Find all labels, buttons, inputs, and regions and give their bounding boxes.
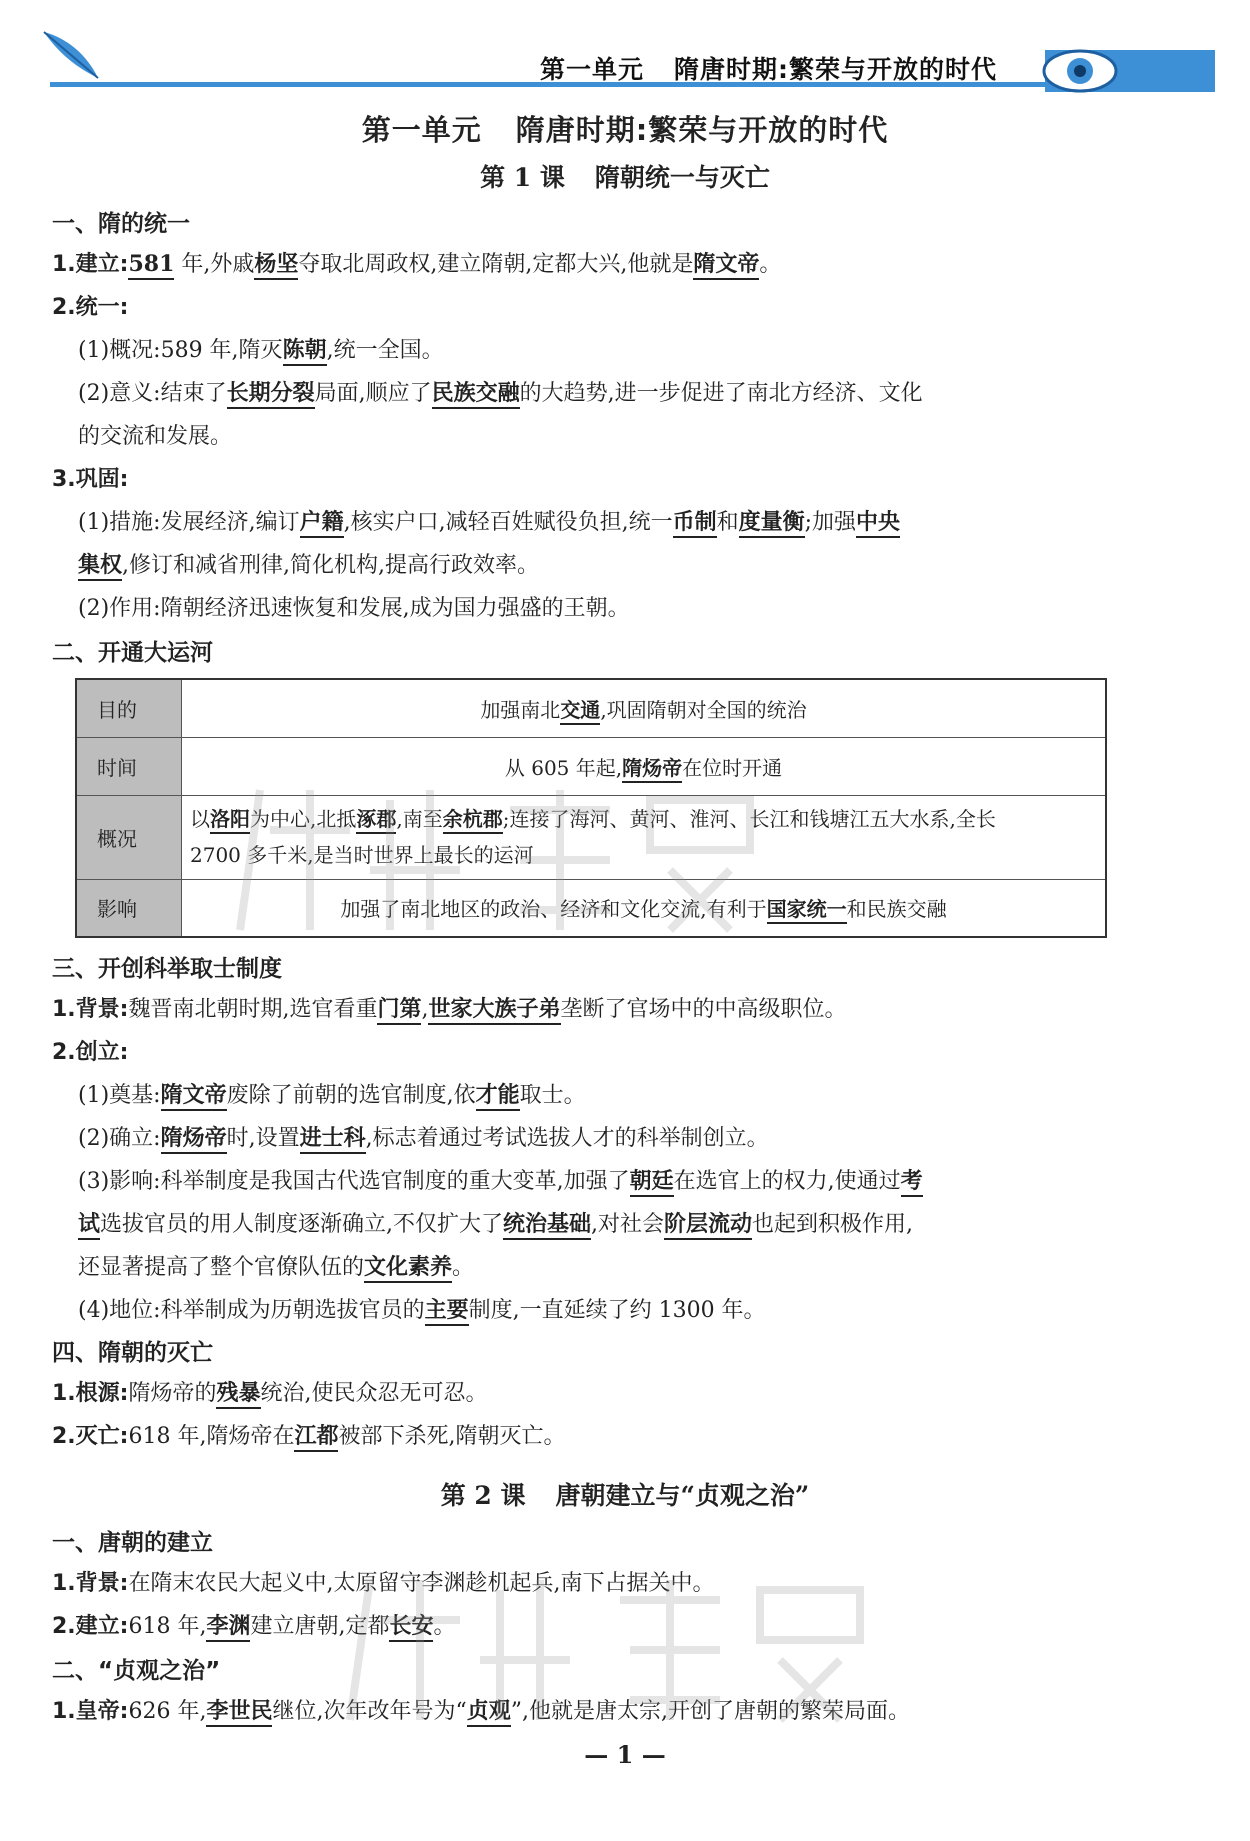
watermark-graphic [340, 1560, 880, 1730]
paragraph: (1)概况:589 年,隋灭陈朝,统一全国。 [78, 333, 444, 364]
paragraph: 3.巩固: [52, 467, 129, 492]
feather-icon [42, 30, 102, 85]
paragraph: (3)影响:科举制度是我国古代选官制度的重大变革,加强了朝廷在选官上的权力,使通过考 [78, 1164, 923, 1195]
paragraph: (4)地位:科举制成为历朝选拔官员的主要制度,一直延续了约 1300 年。 [78, 1293, 766, 1324]
paragraph: 的交流和发展。 [78, 424, 233, 449]
paragraph: 1.背景:在隋末农民大起义中,太原留守李渊趁机起兵,南下占据关中。 [52, 1571, 715, 1596]
section-heading: 一、隋的统一 [52, 211, 190, 237]
paragraph: (2)确立:隋炀帝时,设置进士科,标志着通过考试选拔人才的科举制创立。 [78, 1121, 769, 1152]
eye-logo-icon [1040, 46, 1120, 96]
paragraph: 1.根源:隋炀帝的残暴统治,使民众忍无可忍。 [52, 1376, 488, 1407]
paragraph: 1.皇帝:626 年,李世民继位,次年改年号为“贞观”,他就是唐太宗,开创了唐朝的繁荣局面。 [52, 1694, 910, 1725]
section-heading: 一、唐朝的建立 [52, 1530, 213, 1556]
header-title: 隋唐时期:繁荣与开放的时代 [674, 55, 998, 84]
table-cell: 从 605 年起,隋炀帝在位时开通 [182, 737, 1107, 795]
table-header-cell: 目的 [76, 679, 182, 737]
paragraph: 集权,修订和减省刑律,简化机构,提高行政效率。 [78, 548, 539, 579]
paragraph: 还显著提高了整个官僚队伍的文化素养。 [78, 1250, 474, 1281]
page-number: — 1 — [584, 1740, 666, 1769]
paragraph: (1)奠基:隋文帝废除了前朝的选官制度,依才能取士。 [78, 1078, 586, 1109]
table-cell: 以洛阳为中心,北抵涿郡,南至余杭郡;连接了海河、黄河、淮河、长江和钱塘江五大水系,全长 2700 多千米,是当时世界上最长的运河 [182, 795, 1107, 879]
table-cell: 加强了南北地区的政治、经济和文化交流,有利于国家统一和民族交融 [182, 879, 1107, 937]
lesson-1-title: 第 1 课 隋朝统一与灭亡 [480, 163, 770, 192]
paragraph: (2)意义:结束了长期分裂局面,顺应了民族交融的大趋势,进一步促进了南北方经济、文化 [78, 376, 923, 407]
table-cell: 加强南北交通,巩固隋朝对全国的统治 [182, 679, 1107, 737]
table-header-cell: 概况 [76, 795, 182, 879]
table-header-cell: 影响 [76, 879, 182, 937]
watermark-graphic [230, 770, 770, 940]
table-header-cell: 时间 [76, 737, 182, 795]
lesson-2-title: 第 2 课 唐朝建立与“贞观之治” [440, 1481, 810, 1510]
paragraph: 2.灭亡:618 年,隋炀帝在江都被部下杀死,隋朝灭亡。 [52, 1419, 565, 1450]
header-unit: 第一单元 [540, 55, 645, 84]
section-heading: 三、开创科举取士制度 [52, 956, 282, 982]
section-heading: 二、“贞观之治” [52, 1658, 221, 1684]
paragraph: 2.统一: [52, 295, 129, 320]
paragraph: 1.背景:魏晋南北朝时期,选官看重门第,世家大族子弟垄断了官场中的中高级职位。 [52, 992, 847, 1023]
paragraph: (1)措施:发展经济,编订户籍,核实户口,减轻百姓赋役负担,统一币制和度量衡;加强中央 [78, 505, 900, 536]
paragraph: 2.建立:618 年,李渊建立唐朝,定都长安。 [52, 1609, 456, 1640]
paragraph: (2)作用:隋朝经济迅速恢复和发展,成为国力强盛的王朝。 [78, 596, 630, 621]
page-title: 第一单元 隋唐时期:繁荣与开放的时代 [361, 113, 889, 147]
running-header [540, 50, 997, 86]
table-row [76, 679, 1106, 737]
section-heading: 二、开通大运河 [52, 640, 213, 666]
section-heading: 四、隋朝的灭亡 [52, 1340, 213, 1366]
paragraph: 试选拔官员的用人制度逐渐确立,不仅扩大了统治基础,对社会阶层流动也起到积极作用, [78, 1207, 913, 1238]
paragraph: 1.建立:581 年,外戚杨坚夺取北周政权,建立隋朝,定都大兴,他就是隋文帝。 [52, 247, 781, 278]
paragraph: 2.创立: [52, 1040, 129, 1065]
